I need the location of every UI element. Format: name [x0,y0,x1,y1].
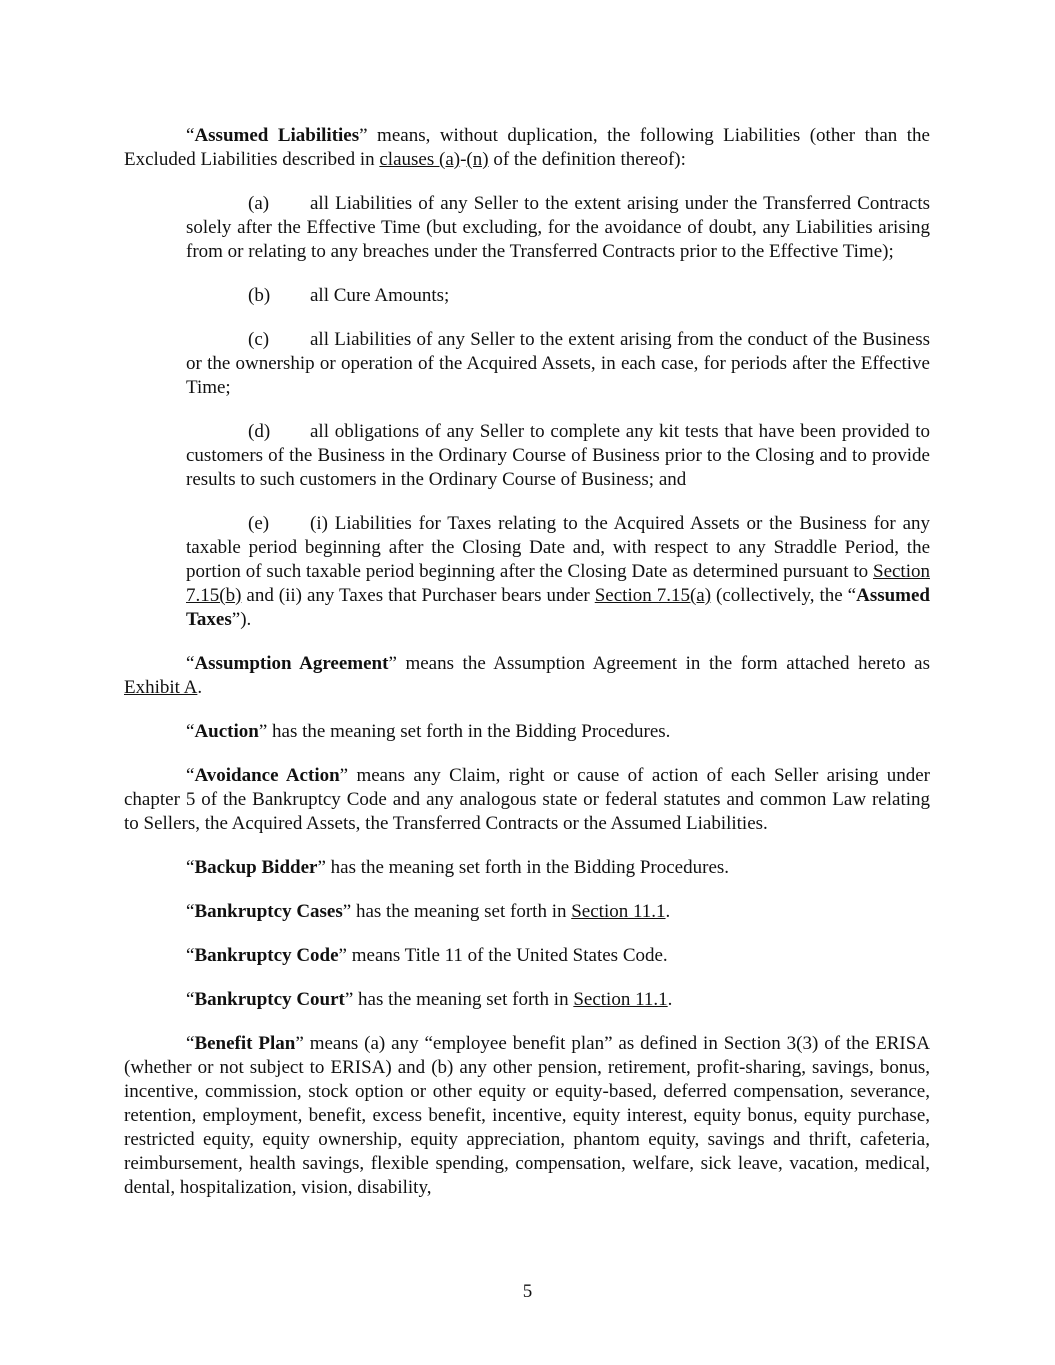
list-item-c [186,328,930,400]
range-dash: - [460,149,467,170]
list-item-d [186,420,930,492]
definition-text: ” means (a) any “employee benefit plan” as defined in Section 3(3) of the ERISA (whether or not subject to ERISA) and (b) any other pension, retirement, profit-sharing, savings, bonus, incentive, commission, stock option or other equity or equity-based, deferred compensation, severance, retention, employment, benefit, excess benefit, incentive, equity interest, equity bonus, equity purchase, restricted equity, equity ownership, equity appreciation, phantom equity, savings and thrift, cafeteria, reimbursement, health savings, flexible spending, compensation, welfare, sick leave, vacation, medical, dental, hospitalization, vision, disability, [124,1033,930,1198]
list-item-a [186,192,930,264]
defined-term: Bankruptcy Code [194,945,339,966]
quote-open: “ [186,125,195,146]
defined-term: Bankruptcy Cases [194,901,343,922]
definition-text: . [197,677,203,698]
item-label: (e) [248,513,270,534]
exhibit-reference: Exhibit A [124,677,198,698]
item-label: (a) [248,193,270,214]
clause-reference-a: clauses (a) [379,149,461,170]
definition-text: . [665,901,671,922]
quote-open: “ [186,901,195,922]
quote-open: “ [186,653,195,674]
definition-text: ” means, without duplication, the following Liabilities (other than the Excluded Liabilities described in [124,125,930,170]
definition-text: ” means Title 11 of the United States Code. [338,945,668,966]
definition-text: ” has the meaning set forth in [342,901,572,922]
section-reference-11-1: Section 11.1 [573,989,668,1010]
quote-open: “ [186,721,195,742]
definition-bankruptcy-court [124,988,930,1012]
definition-text: ” has the meaning set forth in the Bidding Procedures. [258,721,671,742]
definition-assumption-agreement [124,652,930,700]
list-item-b [186,284,930,308]
item-label: (b) [248,285,271,306]
quote-open: “ [186,945,195,966]
definition-text: of the definition thereof): [488,149,686,170]
item-text: all Liabilities of any Seller to the extent arising under the Transferred Contracts solely after the Effective Time (but excluding, for the avoidance of doubt, any Liabilities arising from or relating to any breaches under the Transferred Contracts prior to the Effective Time); [186,193,930,262]
definition-text: ” means the Assumption Agreement in the form attached hereto as [388,653,930,674]
definition-bankruptcy-code [124,944,930,968]
item-label: (d) [248,421,271,442]
list-item-e [186,512,930,632]
clause-reference-n: (n) [466,149,489,170]
defined-term: Assumed Taxes [186,585,930,630]
quote-open: “ [186,989,195,1010]
quote-open: “ [186,765,195,786]
defined-term: Assumption Agreement [194,653,389,674]
item-text: ”). [231,609,252,630]
item-label: (c) [248,329,270,350]
defined-term: Avoidance Action [194,765,340,786]
definition-bankruptcy-cases [124,900,930,924]
definition-auction [124,720,930,744]
definition-assumed-liabilities [124,124,930,172]
definition-avoidance-action [124,764,930,836]
document-page [124,124,930,1220]
section-reference-7-15-b: Section 7.15(b) [186,561,930,606]
defined-term: Backup Bidder [194,857,318,878]
item-text: all Liabilities of any Seller to the extent arising from the conduct of the Business or the ownership or operation of the Acquired Assets, in each case, for periods after the Effective Time; [186,329,930,398]
defined-term: Bankruptcy Court [194,989,345,1010]
quote-open: “ [186,1033,195,1054]
item-text: all obligations of any Seller to complete any kit tests that have been provided to customers of the Business in the Ordinary Course of Business prior to the Closing and to provide results to such customers in the Ordinary Course of Business; and [186,421,930,490]
item-text: all Cure Amounts; [310,285,450,306]
item-text: (collectively, the “ [711,585,857,606]
definition-text: ” has the meaning set forth in the Bidding Procedures. [317,857,730,878]
section-reference-11-1: Section 11.1 [571,901,666,922]
definition-text: ” has the meaning set forth in [344,989,574,1010]
defined-term: Auction [194,721,259,742]
definition-benefit-plan [124,1032,930,1200]
definition-text: ” means any Claim, right or cause of action of each Seller arising under chapter 5 of the Bankruptcy Code and any analogous state or federal statutes and common Law relating to Sellers, the Acquired Assets, the Transferred Contracts or the Assumed Liabilities. [124,765,930,834]
quote-open: “ [186,857,195,878]
item-text: and (ii) any Taxes that Purchaser bears under [241,585,595,606]
item-text: (i) Liabilities for Taxes relating to the Acquired Assets or the Business for any taxable period beginning after the Closing Date and, with respect to any Straddle Period, the portion of such taxable period beginning after the Closing Date as determined pursuant to [186,513,930,582]
defined-term: Benefit Plan [194,1033,296,1054]
definition-backup-bidder [124,856,930,880]
section-reference-7-15-a: Section 7.15(a) [594,585,712,606]
definition-text: . [667,989,673,1010]
page-number: 5 [522,1281,533,1302]
defined-term: Assumed Liabilities [194,125,360,146]
